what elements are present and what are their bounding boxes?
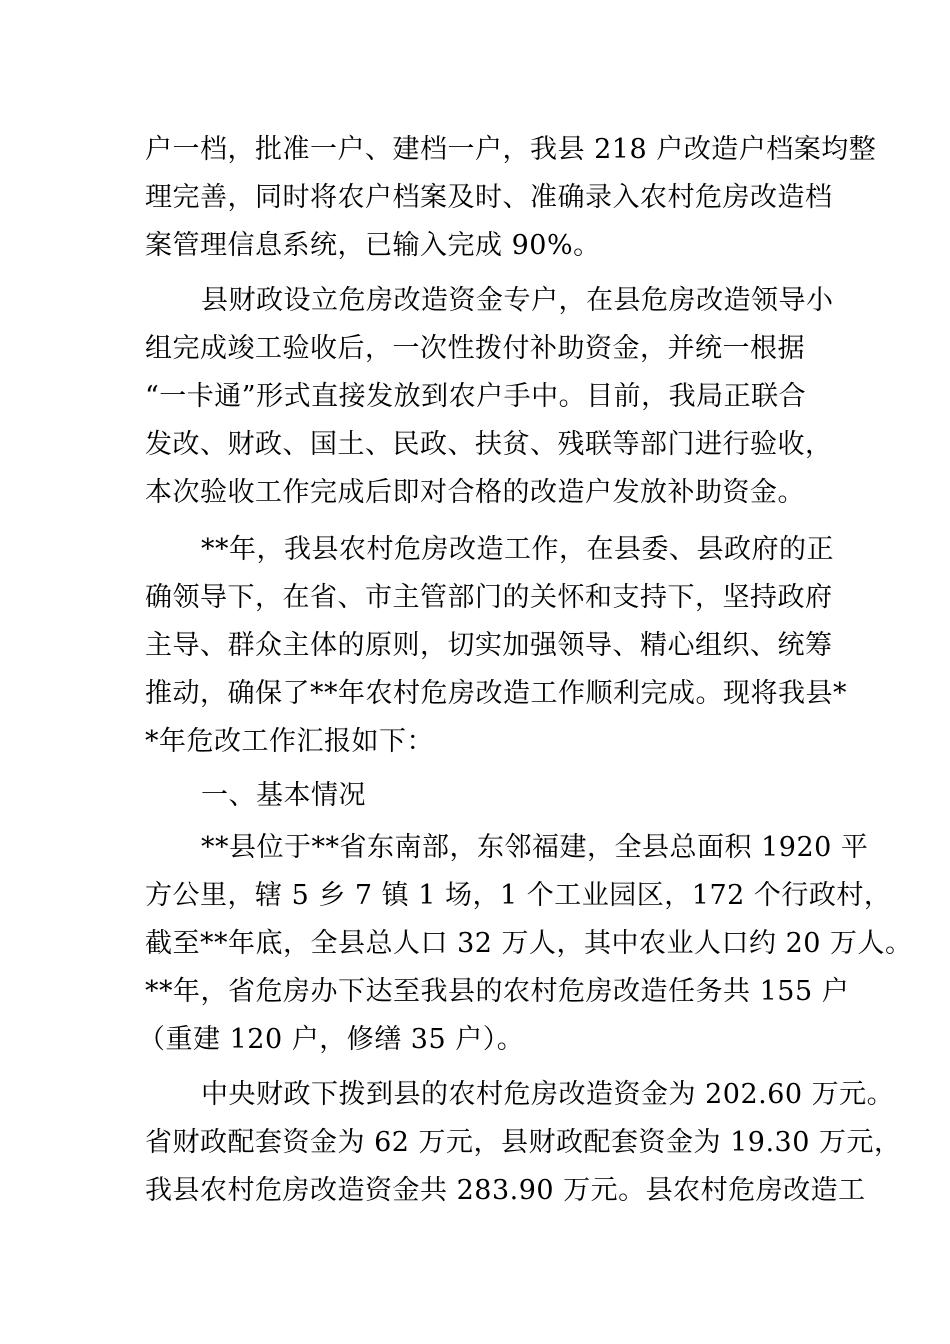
text-line: 我县农村危房改造资金共 283.90 万元。县农村危房改造工	[145, 1175, 866, 1206]
text-line: 省财政配套资金为 62 万元，县财政配套资金为 19.30 万元，	[145, 1127, 902, 1158]
text-line: **县位于**省东南部，东邻福建，全县总面积 1920 平	[201, 832, 869, 863]
text-line: 本次验收工作完成后即对合格的改造户发放补助资金。	[145, 477, 805, 508]
text-line: *年危改工作汇报如下：	[145, 726, 434, 757]
text-line: 截至**年底，全县总人口 32 万人，其中农业人口约 20 万人。	[145, 928, 913, 959]
text-line: 发改、财政、国土、民政、扶贫、残联等部门进行验收，	[145, 429, 833, 460]
text-line: 中央财政下拨到县的农村危房改造资金为 202.60 万元。	[201, 1079, 895, 1110]
text-line: 县财政设立危房改造资金专户，在县危房改造领导小	[201, 285, 834, 316]
text-line: 户一档，批准一户、建档一户，我县 218 户改造户档案均整	[145, 134, 877, 165]
text-line: 推动，确保了**年农村危房改造工作顺利完成。现将我县*	[145, 678, 847, 709]
text-line: 确领导下，在省、市主管部门的关怀和支持下，坚持政府	[145, 582, 833, 613]
section-heading: 一、基本情况	[201, 780, 366, 811]
text-line: **年，我县农村危房改造工作，在县委、县政府的正	[201, 534, 834, 565]
text-line: 组完成竣工验收后，一次性拨付补助资金，并统一根据	[145, 333, 805, 364]
text-line: **年，省危房办下达至我县的农村危房改造任务共 155 户	[145, 976, 850, 1007]
text-line: “一卡通”形式直接发放到农户手中。目前，我局正联合	[145, 381, 807, 412]
text-line: 方公里，辖 5 乡 7 镇 1 场，1 个工业园区，172 个行政村，	[145, 880, 892, 911]
text-line: （重建 120 户，修缮 35 户）。	[138, 1024, 525, 1055]
text-line: 主导、群众主体的原则，切实加强领导、精心组织、统筹	[145, 630, 833, 661]
text-line: 案管理信息系统，已输入完成 90%。	[145, 230, 601, 261]
text-line: 理完善，同时将农户档案及时、准确录入农村危房改造档	[145, 182, 833, 213]
